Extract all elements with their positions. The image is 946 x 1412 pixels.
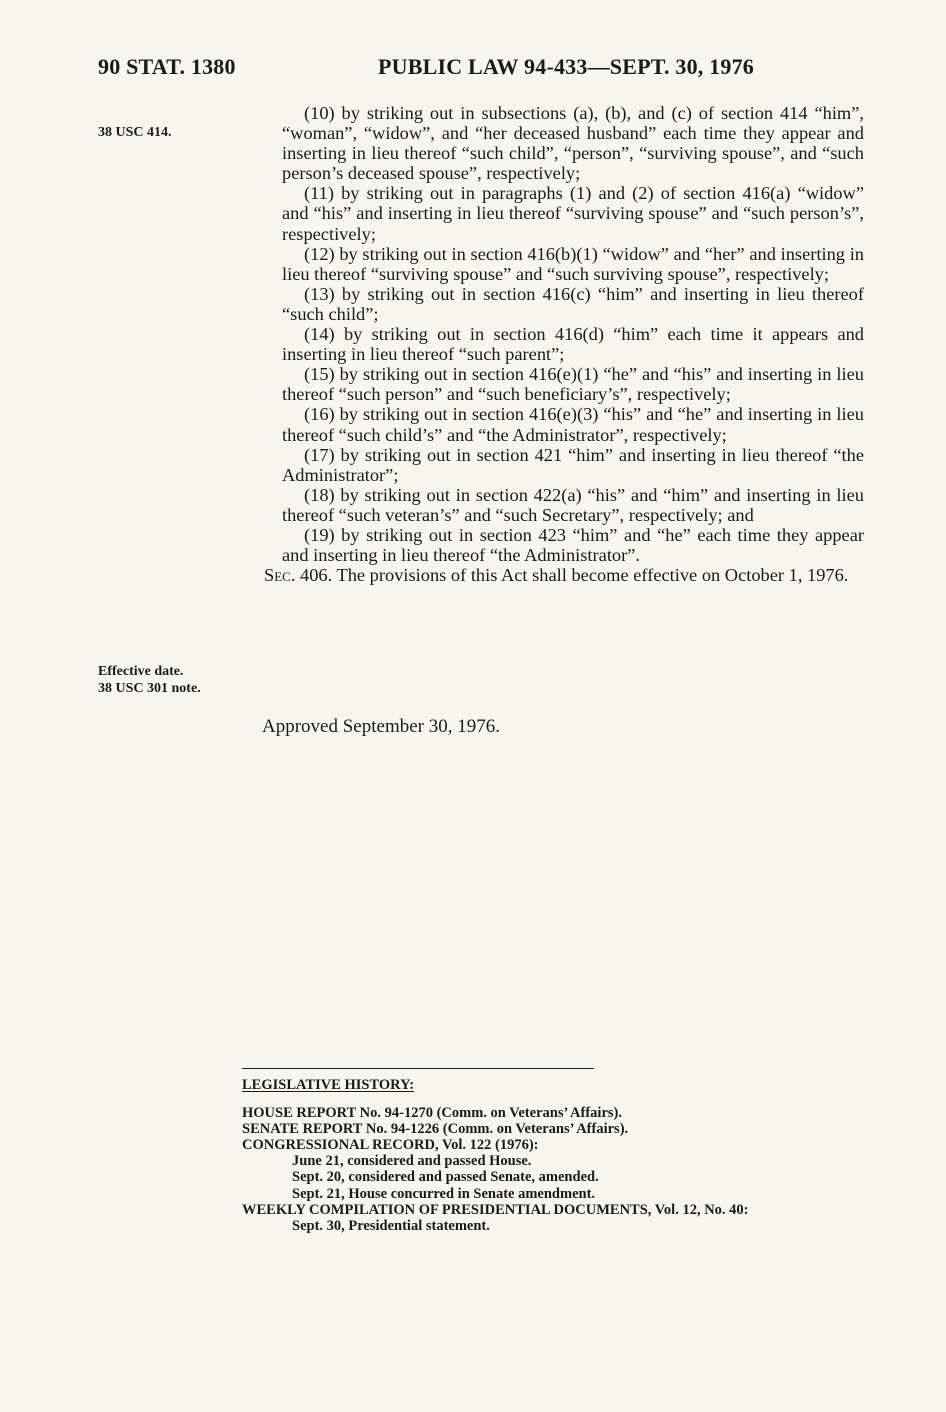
paragraph-11: (11) by striking out in paragraphs (1) and (2) of section 416(a) “widow” and “his” and inserting in lieu thereof “surviving spouse” and “such person’s”, respectively; — [282, 183, 864, 244]
section-406 — [242, 565, 864, 585]
paragraph-15: (15) by striking out in section 416(e)(1) “he” and “his” and inserting in lieu thereof “such person” and “such beneficiary’s”, respectively; — [282, 364, 864, 405]
margin-note-effective-date: Effective date. — [98, 664, 184, 679]
legislative-history — [242, 1077, 862, 1234]
weekly-entry: Sept. 30, Presidential statement. — [292, 1217, 490, 1234]
weekly-compilation: WEEKLY COMPILATION OF PRESIDENTIAL DOCUMENTS, Vol. 12, No. 40: — [242, 1201, 749, 1218]
legislative-history-title: LEGISLATIVE HISTORY: — [242, 1077, 415, 1093]
running-header: PUBLIC LAW 94-433—SEPT. 30, 1976 — [378, 54, 754, 79]
senate-report: SENATE REPORT No. 94-1226 (Comm. on Veterans’ Affairs). — [242, 1121, 629, 1138]
paragraph-16: (16) by striking out in section 416(e)(3) “his” and “he” and inserting in lieu thereof “such child’s” and “the Administrator”, respectively; — [282, 404, 864, 445]
amendment-list — [264, 103, 864, 586]
stat-page-number: 90 STAT. 1380 — [98, 54, 236, 79]
paragraph-19: (19) by striking out in section 423 “him” and “he” each time they appear and inserting in lieu thereof “the Administrator”. — [282, 524, 864, 566]
congressional-record: CONGRESSIONAL RECORD, Vol. 122 (1976): — [242, 1137, 539, 1154]
margin-note-usc301: 38 USC 301 note. — [98, 681, 201, 696]
paragraph-14: (14) by striking out in section 416(d) “him” each time it appears and inserting in lieu thereof “such parent”; — [282, 324, 864, 365]
house-report: HOUSE REPORT No. 94-1270 (Comm. on Veterans’ Affairs). — [242, 1105, 622, 1122]
record-entry: Sept. 21, House concurred in Senate amendment. — [292, 1185, 596, 1202]
record-entry: Sept. 20, considered and passed Senate, amended. — [292, 1169, 599, 1186]
paragraph-12: (12) by striking out in section 416(b)(1) “widow” and “her” and inserting in lieu thereof “surviving spouse” and “such surviving spouse”, respectively; — [282, 243, 864, 284]
record-entry: June 21, considered and passed House. — [292, 1153, 532, 1170]
paragraph-17: (17) by striking out in section 421 “him” and inserting in lieu thereof “the Administrator”; — [282, 444, 864, 485]
paragraph-18: (18) by striking out in section 422(a) “his” and “him” and inserting in lieu thereof “such veteran’s” and “such Secretary”, respectively; and — [282, 484, 864, 525]
section-406-text: The provisions of this Act shall become effective on October 1, 1976. — [336, 565, 849, 586]
paragraph-10: (10) by striking out in subsections (a), (b), and (c) of section 414 “him”, “woman”, “widow”, and “her deceased husband” each time they appear and inserting in lieu thereof “such child”, “person”, “surviving spouse”, and “such person’s deceased spouse”, respectively; — [282, 103, 864, 184]
paragraph-13: (13) by striking out in section 416(c) “him” and inserting in lieu thereof “such child”; — [282, 283, 864, 324]
margin-note-usc414: 38 USC 414. — [98, 125, 172, 140]
approval-date: Approved September 30, 1976. — [262, 716, 500, 737]
divider-rule — [242, 1068, 594, 1069]
section-406-label: Sec. 406. — [264, 565, 333, 586]
